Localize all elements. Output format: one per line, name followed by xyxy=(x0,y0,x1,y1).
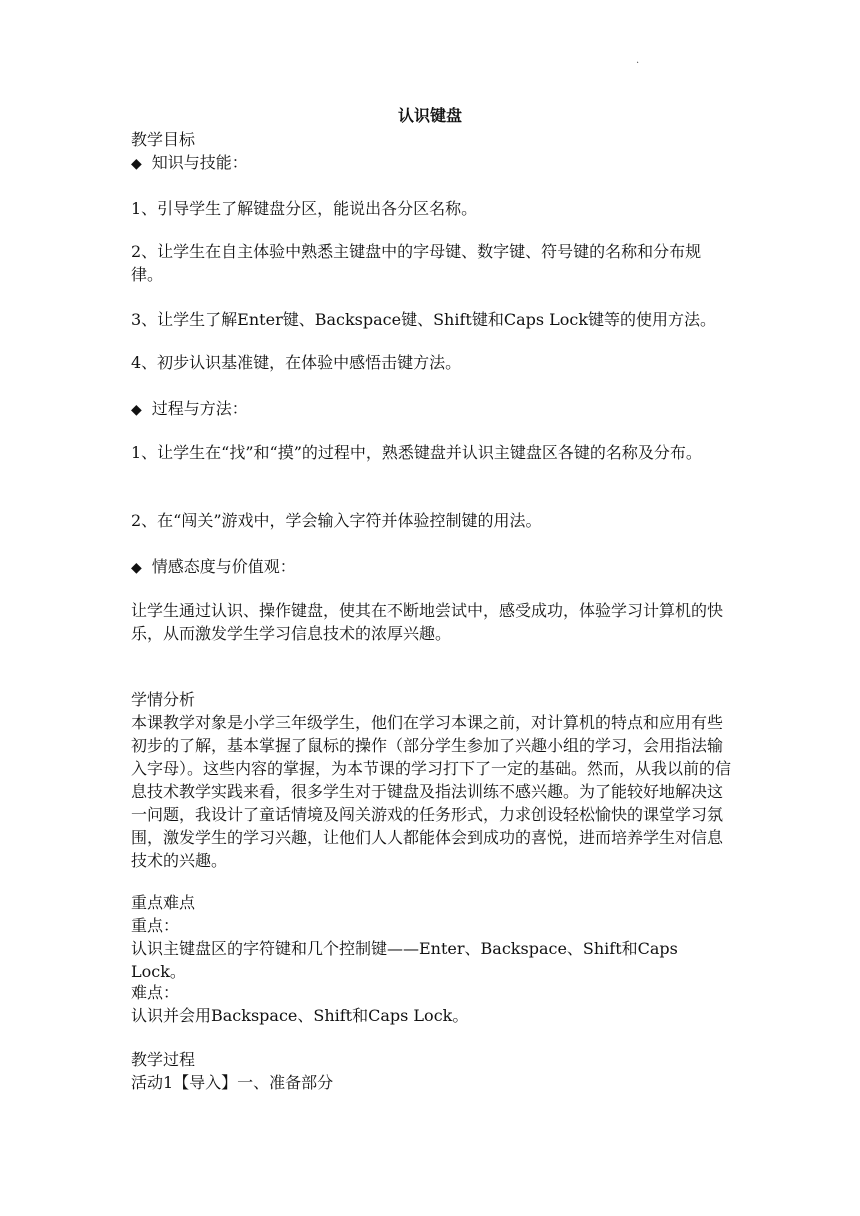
attitude-heading: 情感态度与价值观： xyxy=(151,557,296,576)
knowledge-item-2: 2、让学生在自主体验中熟悉主键盘中的字母键、数字键、符号键的名称和分布规律。 xyxy=(131,242,702,284)
key-heading: 重点难点 xyxy=(131,893,196,912)
corner-mark: . xyxy=(636,55,640,66)
key-label: 重点： xyxy=(131,916,180,935)
analysis-heading: 学情分析 xyxy=(131,690,196,709)
knowledge-item-4: 4、初步认识基准键，在体验中感悟击键方法。 xyxy=(131,353,462,372)
activity-1: 活动1【导入】一、准备部分 xyxy=(131,1073,334,1092)
document-title: 认识键盘 xyxy=(397,106,462,125)
difficulty-label: 难点： xyxy=(131,983,180,1002)
process-teach-heading: 教学过程 xyxy=(131,1050,196,1069)
diamond-bullet-icon: ◆ xyxy=(131,402,142,418)
difficulty-text: 认识并会用Backspace、Shift和Caps Lock。 xyxy=(131,1006,469,1025)
attitude-text: 让学生通过认识、操作键盘，使其在不断地尝试中，感受成功，体验学习计算机的快乐，从而激发学生学习信息技术的浓厚兴趣。 xyxy=(131,601,724,643)
process-item-1: 1、让学生在“找”和“摸”的过程中，熟悉键盘并认识主键盘区各键的名称及分布。 xyxy=(131,443,702,462)
knowledge-heading-line xyxy=(131,151,731,176)
attitude-heading-line xyxy=(131,555,731,580)
process-heading-line xyxy=(131,397,731,422)
knowledge-heading: 知识与技能： xyxy=(151,153,248,172)
goals-heading: 教学目标 xyxy=(131,130,196,149)
analysis-text: 本课教学对象是小学三年级学生，他们在学习本课之前，对计算机的特点和应用有些初步的了解，基本掌握了鼠标的操作（部分学生参加了兴趣小组的学习，会用指法输入字母）。这些内容的掌握，为本节课的学习打下了一定的基础。然而，从我以前的信息技术教学实践来看，很多学生对于键盘及指法训练不感兴趣。为了能较好地解决这一问题，我设计了童话情境及闯关游戏的任务形式，力求创设轻松愉快的课堂学习氛围，激发学生的学习兴趣，让他们人人都能体会到成功的喜悦，进而培养学生对信息技术的兴趣。 xyxy=(131,713,732,870)
process-heading: 过程与方法： xyxy=(151,399,248,418)
diamond-bullet-icon: ◆ xyxy=(131,156,142,172)
knowledge-item-1: 1、引导学生了解键盘分区，能说出各分区名称。 xyxy=(131,199,478,218)
process-item-2: 2、在“闯关”游戏中，学会输入字符并体验控制键的用法。 xyxy=(131,511,542,530)
knowledge-item-3: 3、让学生了解Enter键、Backspace键、Shift键和Caps Lock键等的使用方法。 xyxy=(131,310,717,329)
diamond-bullet-icon: ◆ xyxy=(131,560,142,576)
key-text: 认识主键盘区的字符键和几个控制键——Enter、Backspace、Shift和Caps Lock。 xyxy=(131,939,678,981)
